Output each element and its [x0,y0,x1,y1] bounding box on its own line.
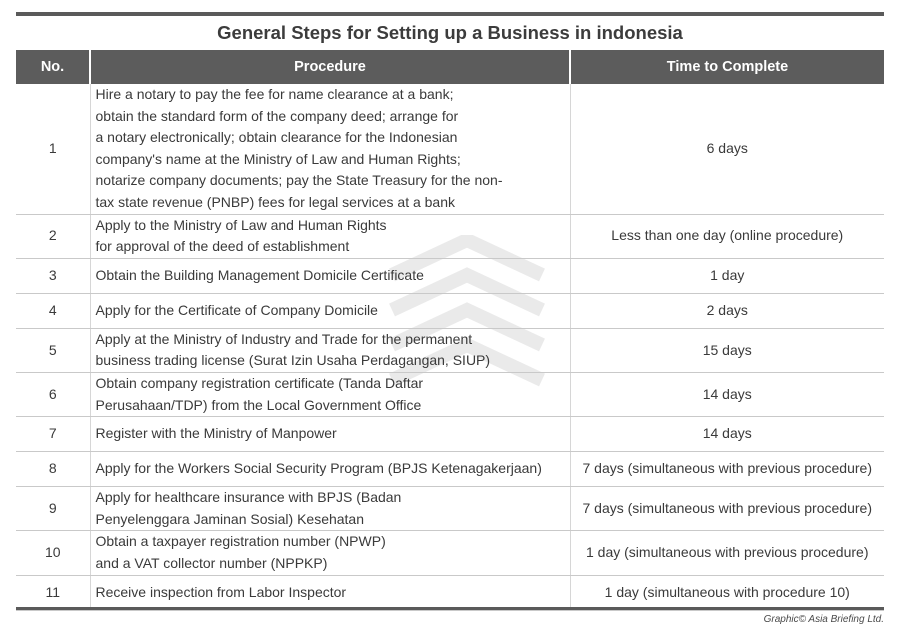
time-to-complete: 7 days (simultaneous with previous procedure) [570,487,884,531]
table-row [16,372,884,416]
procedure-cell [90,372,570,416]
step-number: 4 [16,293,90,328]
procedure-cell [90,575,570,610]
procedure-cell [90,531,570,575]
procedure-line: business trading license (Surat Izin Usaha Perdagangan, SIUP) [95,352,491,369]
procedure-cell [90,293,570,328]
step-number: 5 [16,328,90,372]
table-row [16,214,884,258]
table-row [16,531,884,575]
procedure-line: Apply for healthcare insurance with BPJS (Badan [95,489,402,506]
time-to-complete: 7 days (simultaneous with previous procedure) [570,452,884,487]
steps-table [16,50,884,611]
bottom-rule [16,607,884,610]
step-number: 2 [16,214,90,258]
procedure-cell [90,258,570,293]
procedure-line: Hire a notary to pay the fee for name clearance at a bank; [95,86,454,102]
step-number: 10 [16,531,90,575]
table-row [16,293,884,328]
time-to-complete: 6 days [570,84,884,214]
step-number: 1 [16,84,90,214]
table-header-row [16,50,884,84]
procedure-line: Obtain a taxpayer registration number (NPWP) [95,533,386,550]
table-row [16,487,884,531]
procedure-cell [90,452,570,487]
procedure-line: notarize company documents; pay the State Treasury for the non- [95,172,503,189]
procedure-line: Obtain the Building Management Domicile Certificate [95,266,424,283]
procedure-line: tax state revenue (PNBP) fees for legal services at a bank [95,193,456,210]
time-to-complete: Less than one day (online procedure) [570,214,884,258]
table-row [16,328,884,372]
step-number: 7 [16,417,90,452]
procedure-line: Apply for the Certificate of Company Domicile [95,301,378,318]
procedure-line: Apply for the Workers Social Security Program (BPJS Ketenagakerjaan) [95,460,542,477]
table-title: General Steps for Setting up a Business in indonesia [217,22,683,43]
time-to-complete: 2 days [570,293,884,328]
table-row [16,84,884,214]
table-row [16,417,884,452]
procedure-line: for approval of the deed of establishment [95,238,350,255]
header-time: Time to Complete [570,50,884,84]
procedure-cell [90,417,570,452]
procedure-line: Register with the Ministry of Manpower [95,425,337,442]
procedure-line: company's name at the Ministry of Law and Human Rights; [95,150,461,167]
time-to-complete: 14 days [570,417,884,452]
time-to-complete: 15 days [570,328,884,372]
procedure-cell [90,84,570,214]
procedure-line: Penyelenggara Jaminan Sosial) Kesehatan [95,510,365,527]
procedure-cell [90,487,570,531]
procedure-line: Receive inspection from Labor Inspector [95,583,347,600]
top-rule [16,12,884,16]
step-number: 9 [16,487,90,531]
procedure-line: and a VAT collector number (NPPKP) [95,554,328,571]
procedure-line: Perusahaan/TDP) from the Local Government Office [95,396,422,413]
procedure-line: obtain the standard form of the company deed; arrange for [95,107,459,124]
procedure-line: a notary electronically; obtain clearance for the Indonesian [95,129,458,146]
header-procedure: Procedure [90,50,570,84]
time-to-complete: 1 day (simultaneous with previous procedure) [570,531,884,575]
step-number: 11 [16,575,90,610]
table-row [16,258,884,293]
procedure-line: Apply at the Ministry of Industry and Trade for the permanent [95,330,473,347]
time-to-complete: 14 days [570,372,884,416]
time-to-complete: 1 day [570,258,884,293]
procedure-cell [90,214,570,258]
table-row [16,452,884,487]
graphic-credit: Graphic© Asia Briefing Ltd. [763,614,884,625]
time-to-complete: 1 day (simultaneous with procedure 10) [570,575,884,610]
step-number: 8 [16,452,90,487]
procedure-line: Obtain company registration certificate (Tanda Daftar [95,374,424,391]
table-row [16,575,884,610]
procedure-cell [90,328,570,372]
header-no: No. [16,50,90,84]
step-number: 3 [16,258,90,293]
step-number: 6 [16,372,90,416]
procedure-line: Apply to the Ministry of Law and Human Rights [95,216,387,233]
